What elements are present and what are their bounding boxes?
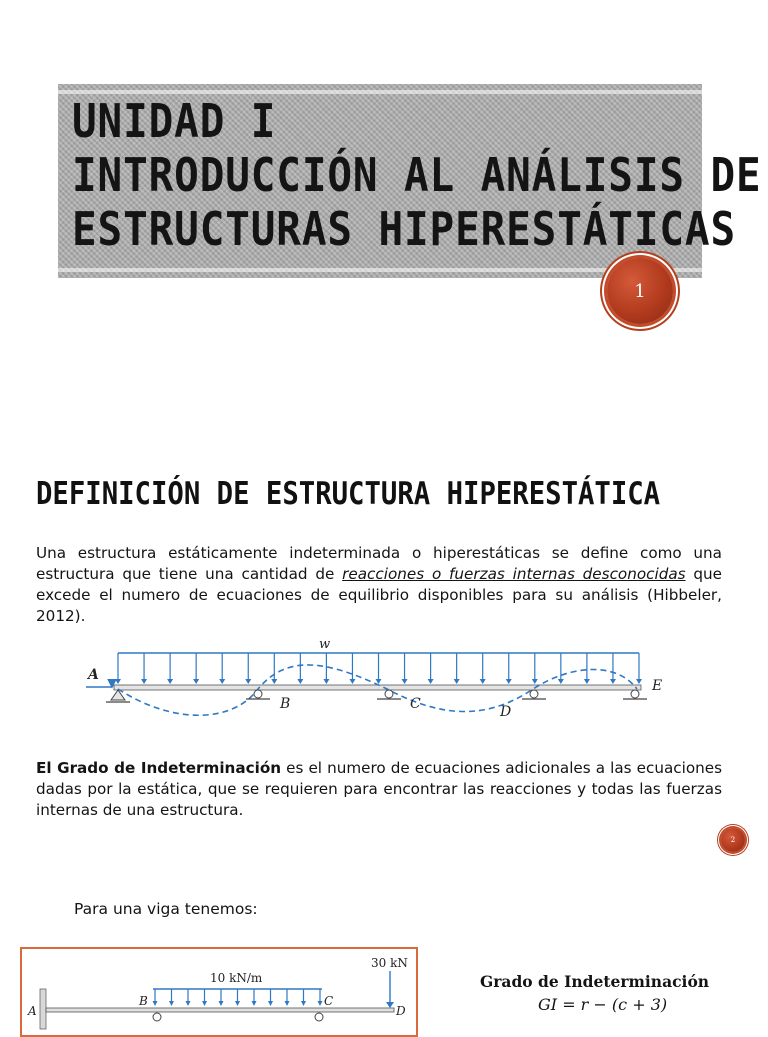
load-arrowhead: [285, 1001, 290, 1006]
load-arrowhead: [252, 1001, 257, 1006]
load-arrowhead: [323, 679, 329, 684]
point-label-c-small: C: [324, 994, 334, 1008]
point-label-d: D: [500, 704, 512, 720]
load-arrowhead: [506, 679, 512, 684]
title-line-2: INTRODUCCIÓN AL ANÁLISIS DE: [72, 148, 762, 202]
load-arrowhead: [454, 679, 460, 684]
indeterminacy-formula: GI = r − (c + 3): [538, 995, 668, 1014]
point-label-b: B: [280, 696, 291, 712]
load-arrowhead: [169, 1001, 174, 1006]
cantilever-figure: [22, 949, 416, 1035]
roller-support-b: [254, 690, 262, 698]
roller-support-c-small: [315, 1013, 323, 1021]
fixed-wall: [40, 989, 46, 1029]
indeterminacy-paragraph: [36, 758, 722, 821]
roller-support-c: [385, 690, 393, 698]
roller-support-e: [631, 690, 639, 698]
point-load-label: 30 kN: [371, 956, 408, 970]
load-arrowhead: [245, 679, 251, 684]
load-arrowhead: [193, 679, 199, 684]
point-label-c: C: [410, 696, 421, 712]
load-arrowhead: [301, 1001, 306, 1006]
definition-text-end: que excede el numero de ecuaciones de equilibrio disponibles para su análisis (Hibbeler, 2012).: [36, 565, 722, 625]
indeterminacy-term: El Grado de Indeterminación: [36, 759, 282, 777]
load-arrowhead: [235, 1001, 240, 1006]
distributed-load-arrows: [115, 653, 642, 684]
point-label-a: A: [88, 667, 99, 683]
load-arrowhead: [141, 679, 147, 684]
load-arrowhead: [268, 1001, 273, 1006]
slide-number-2: 2: [730, 836, 736, 844]
point-load-arrowhead: [386, 1002, 394, 1008]
point-label-b-small: B: [139, 994, 148, 1008]
load-arrowhead: [219, 1001, 224, 1006]
load-arrowhead: [186, 1001, 191, 1006]
load-arrowhead: [584, 679, 590, 684]
cantilever-beam: [46, 1008, 394, 1012]
title-line-1: UNIDAD I: [72, 94, 277, 148]
definition-paragraph: [36, 543, 722, 627]
load-arrowhead: [297, 679, 303, 684]
continuous-beam-figure: [82, 632, 682, 724]
slide-number-badge-2: [721, 828, 745, 852]
load-arrowhead: [115, 679, 121, 684]
load-arrowhead: [402, 679, 408, 684]
slide-title: [0, 0, 768, 410]
load-arrowhead: [153, 1001, 158, 1006]
unit-title: [72, 94, 762, 256]
title-band: [58, 84, 762, 278]
definition-text-start: Una estructura estáticamente indeterminada o hiperestáticas se define como una estructura que tiene una cantidad de: [36, 544, 722, 583]
point-label-d-small: D: [396, 1004, 406, 1018]
title-band-bottom-rule: [58, 268, 702, 272]
load-arrowhead: [558, 679, 564, 684]
slide-number: 1: [634, 280, 646, 302]
point-label-e: E: [652, 678, 663, 694]
beam-intro-text: Para una viga tenemos:: [74, 900, 258, 918]
beam-member: [114, 685, 641, 690]
definition-emphasis: reacciones o fuerzas internas desconocidas: [342, 565, 686, 583]
distributed-load-label: 10 kN/m: [210, 971, 263, 985]
load-arrowhead: [349, 679, 355, 684]
load-arrowhead: [202, 1001, 207, 1006]
roller-support-d: [530, 690, 538, 698]
indeterminacy-text: es el numero de ecuaciones adicionales a las ecuaciones dadas por la estática, que se requieren para encontrar las reacciones y todas las fuerzas internas de una estructura.: [36, 759, 722, 819]
load-arrowhead: [219, 679, 225, 684]
slide-number-badge: [607, 258, 673, 324]
load-arrowhead: [636, 679, 642, 684]
load-label: w: [319, 637, 331, 652]
load-arrowhead: [428, 679, 434, 684]
distributed-load-arrows-small: [153, 989, 323, 1006]
load-arrowhead: [610, 679, 616, 684]
title-line-3: ESTRUCTURAS HIPERESTÁTICAS: [72, 202, 736, 256]
roller-support-b-small: [153, 1013, 161, 1021]
load-arrowhead: [318, 1001, 323, 1006]
load-arrowhead: [167, 679, 173, 684]
load-arrowhead: [271, 679, 277, 684]
indeterminacy-degree-title: Grado de Indeterminación: [480, 972, 710, 991]
load-arrowhead: [480, 679, 486, 684]
definition-heading: DEFINICIÓN DE ESTRUCTURA HIPERESTÁTICA: [36, 476, 661, 512]
point-label-a-small: A: [28, 1004, 37, 1018]
load-arrowhead: [532, 679, 538, 684]
